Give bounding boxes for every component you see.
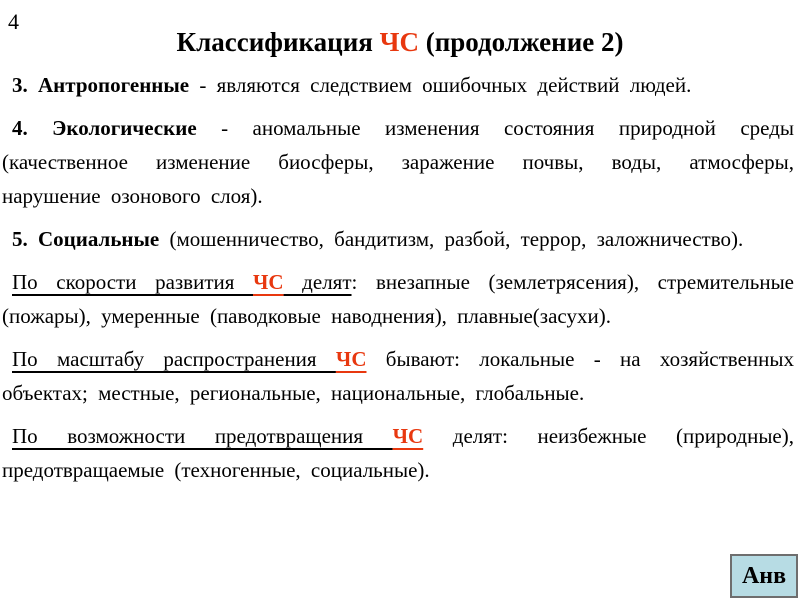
paragraph-anthropogenic-body: - являются следствием ошибочных действий людей. (189, 72, 692, 97)
paragraph-by-speed-underline-end: делят (283, 269, 352, 294)
author-badge: Анв (730, 554, 798, 598)
paragraph-by-scale-underline-start: По масштабу распространения (12, 346, 336, 371)
paragraph-by-prevention-body: делят: неизбежные (природные), предотвращаемые (техногенные, социальные). (2, 423, 794, 482)
paragraph-by-scale-body: бывают: локальные - на хозяйственных объектах; местные, региональные, национальные, глобальные. (2, 346, 794, 405)
title-highlight-chs: ЧС (379, 27, 419, 57)
paragraph-by-scale-highlight-chs: ЧС (335, 346, 367, 371)
title-text-end: (продолжение 2) (418, 27, 624, 57)
paragraph-by-scale (2, 342, 794, 410)
paragraph-by-prevention-underline-start: По возможности предотвращения (12, 423, 393, 448)
slide-title (40, 28, 760, 58)
page-number: 4 (8, 9, 19, 34)
paragraph-by-prevention-highlight-chs: ЧС (392, 423, 424, 448)
paragraph-social-body: (мошенничество, бандитизм, разбой, террор, заложничество). (159, 226, 744, 251)
paragraph-ecological (2, 111, 794, 213)
title-text-start: Классификация (176, 27, 380, 57)
paragraph-ecological-lead: 4. Экологические (12, 115, 197, 140)
paragraph-by-speed (2, 265, 794, 333)
paragraph-by-prevention (2, 419, 794, 487)
paragraph-anthropogenic (2, 68, 794, 102)
paragraph-social-lead: 5. Социальные (12, 226, 160, 251)
paragraph-by-speed-body: : внезапные (землетрясения), стремительные (пожары), умеренные (паводковые наводнения), плавные(засухи). (2, 269, 794, 328)
paragraph-by-speed-highlight-chs: ЧС (253, 269, 284, 294)
paragraph-by-speed-underline-start: По скорости развития (12, 269, 254, 294)
paragraph-social (2, 222, 794, 256)
paragraph-ecological-body: - аномальные изменения состояния природной среды (качественное изменение биосферы, заражение почвы, воды, атмосферы, нарушение озонового слоя). (2, 115, 794, 208)
paragraph-anthropogenic-lead: 3. Антропогенные (12, 72, 190, 97)
